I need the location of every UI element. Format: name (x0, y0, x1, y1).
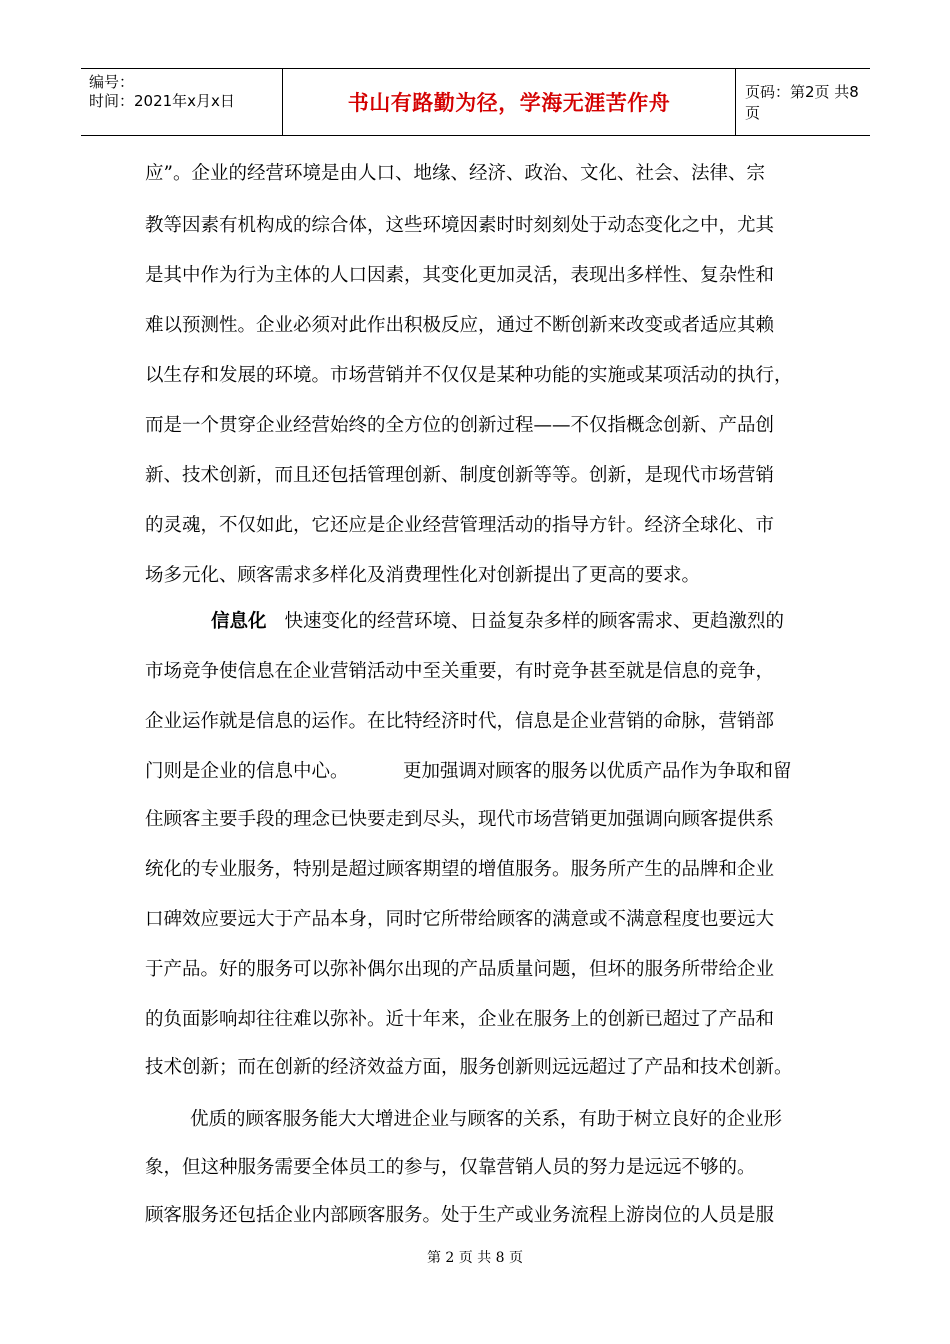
section-first-line: 快速变化的经营环境、日益复杂多样的顾客需求、更趋激烈的 (284, 611, 785, 632)
body-line: 于产品。好的服务可以弥补偶尔出现的产品质量问题，但坏的服务所带给企业 (145, 959, 775, 980)
header-motto: 书山有路勤为径，学海无涯苦作舟 (283, 69, 736, 135)
body-line: 市场竞争使信息在企业营销活动中至关重要，有时竞争甚至就是信息的竞争， (145, 661, 775, 682)
header-meta-cell (81, 69, 283, 135)
page-header (81, 68, 870, 136)
body-line: 是其中作为行为主体的人口因素，其变化更加灵活，表现出多样性、复杂性和 (145, 265, 775, 286)
body-line: 难以预测性。企业必须对此作出积极反应，通过不断创新来改变或者适应其赖 (145, 315, 775, 336)
body-line: 教等因素有机构成的综合体，这些环境因素时时刻刻处于动态变化之中，尤其 (145, 215, 775, 236)
body-line: 技术创新；而在创新的经济效益方面，服务创新则远远超过了产品和技术创新。 (145, 1057, 793, 1078)
body-line: 的负面影响却往往难以弥补。近十年来，企业在服务上的创新已超过了产品和 (145, 1009, 775, 1030)
body-line: 新、技术创新，而且还包括管理创新、制度创新等等。创新，是现代市场营销 (145, 465, 775, 486)
body-line: 顾客服务还包括企业内部顾客服务。处于生产或业务流程上游岗位的人员是服 (145, 1205, 775, 1226)
body-line: 象，但这种服务需要全体员工的参与，仅靠营销人员的努力是远远不够的。 (145, 1157, 756, 1178)
body-line: 场多元化、顾客需求多样化及消费理性化对创新提出了更高的要求。 (145, 565, 701, 586)
body-line: 企业运作就是信息的运作。在比特经济时代，信息是企业营销的命脉，营销部 (145, 711, 775, 732)
header-page-info: 页码：第2页 共8页 (745, 83, 859, 122)
body-line: 住顾客主要手段的理念已快要走到尽头，现代市场营销更加强调向顾客提供系 (145, 809, 775, 830)
section-heading: 信息化 (211, 611, 267, 632)
body-line: 而是一个贯穿企业经营始终的全方位的创新过程——不仅指概念创新、产品创 (145, 415, 775, 436)
body-line: 应”。企业的经营环境是由人口、地缘、经济、政治、文化、社会、法律、宗 (145, 163, 765, 184)
body-line: 口碑效应要远大于产品本身，同时它所带给顾客的满意或不满意程度也要远大 (145, 909, 775, 930)
body-line: 更加强调对顾客的服务以优质产品作为争取和留 (403, 761, 792, 782)
body-line: 门则是企业的信息中心。 (145, 761, 349, 782)
body-line: 以生存和发展的环境。市场营销并不仅仅是某种功能的实施或某项活动的执行， (145, 365, 793, 386)
time-label: 时间：2021年x月x日 (89, 92, 235, 110)
body-line: 统化的专业服务，特别是超过顾客期望的增值服务。服务所产生的品牌和企业 (145, 859, 775, 880)
number-label: 编号： (89, 73, 135, 91)
section-line (211, 609, 784, 635)
body-line: 优质的顾客服务能大大增进企业与顾客的关系，有助于树立良好的企业形 (190, 1109, 783, 1130)
page-footer: 第 2 页 共 8 页 (426, 1250, 524, 1266)
body-line: 的灵魂，不仅如此，它还应是企业经营管理活动的指导方针。经济全球化、市 (145, 515, 775, 536)
